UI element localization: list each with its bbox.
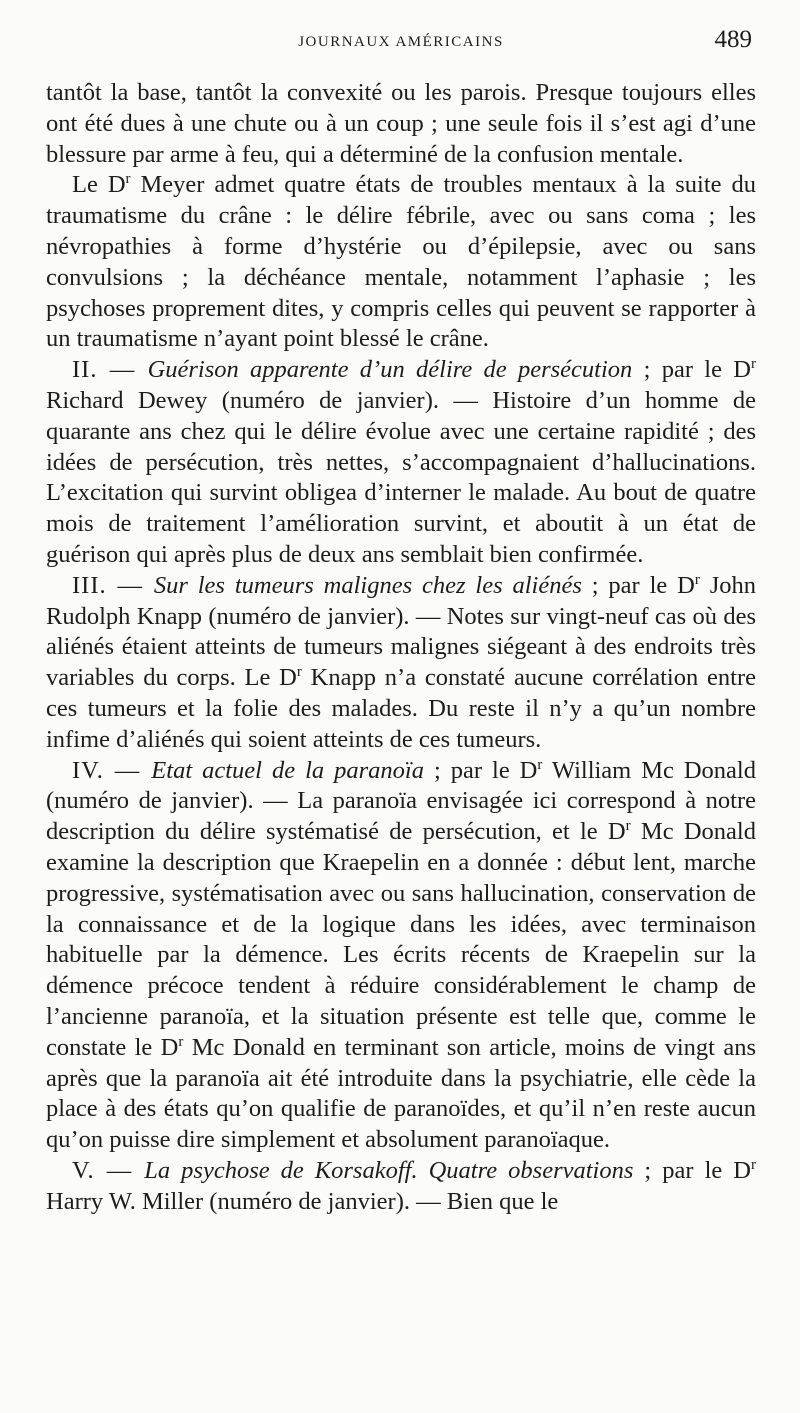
superscript: r [694,571,700,588]
paragraph-continuation [46,78,756,170]
section-iv [46,756,756,1156]
superscript: r [751,356,756,373]
text-run: William Mc Donald (numéro de janvier). — La paranoïa envisagée ici correspond à notre description du délire systématisé de persécution, et le D [46,756,756,846]
text-run: ; par le D [633,1156,751,1184]
paragraph-meyer [46,170,756,355]
superscript: r [125,171,131,188]
text-run: Mc Donald en terminant son article, moins de vingt ans après que la paranoïa ait été introduite dans la psychiatrie, elle cède la place à des états qu’on qualifie de paranoïdes, et qu’il n’en reste aucun qu’on puisse dire simplement et absolument paranoïaque. [46,1033,756,1154]
body-text [46,78,756,1217]
running-head [46,26,756,78]
section-iii [46,571,756,756]
section-number: V. — [72,1156,145,1184]
section-ii [46,355,756,571]
section-v [46,1156,756,1218]
text-run: John Rudolph Knapp (numéro de janvier). — Notes sur vingt-neuf cas où des aliénés étaient atteints de tumeurs malignes siégeant à des endroits très variables du corps. Le D [46,571,756,692]
section-number: II. — [72,356,148,384]
paragraph-text: tantôt la base, tantôt la convexité ou les parois. Presque toujours elles ont été dues à une chute ou à un coup ; une seule fois il s’est agi d’une blessure par arme à feu, qui a déterminé de la confusion mentale. [46,79,756,168]
running-title: JOURNAUX AMÉRICAINS [298,34,504,50]
section-number: III. — [72,571,154,599]
text-run: Le D [72,171,126,199]
section-title: Guérison apparente d’un délire de persécution [147,356,633,384]
superscript: r [537,756,543,773]
text-run: ; par le D [581,571,695,599]
superscript: r [625,817,631,834]
section-title: Sur les tumeurs malignes chez les aliénés [153,571,582,599]
text-run: ; par le D [423,756,538,784]
text-run: ; par le D [632,356,751,384]
section-number: IV. — [72,756,152,784]
section-title: Etat actuel de la paranoïa [151,756,424,784]
text-run: Richard Dewey (numéro de janvier). — Histoire d’un homme de quarante ans chez qui le délire évolue avec une certaine rapidité ; des idées de persécution, très nettes, s’accompagnaient d’hallucinations. L’excitation qui survint obligea d’interner le malade. Au bout de quatre mois de traitement l’amélioration survint, et aboutit à un état de guérison qui après plus de deux ans semblait bien confirmée. [46,386,756,568]
superscript: r [296,663,302,680]
text-run: Knapp n’a constaté aucune corrélation entre ces tumeurs et la folie des malades. Du reste il n’y a qu’un nombre infime d’aliénés qui soient atteints de ces tumeurs. [46,664,757,753]
superscript: r [751,1156,756,1173]
page-number: 489 [714,26,752,53]
text-run: Harry W. Miller (numéro de janvier). — Bien que le [46,1187,559,1215]
text-run: Meyer admet quatre états de troubles mentaux à la suite du traumatisme du crâne : le délire fébrile, avec ou sans coma ; les névropathies à forme d’hystérie ou d’épilepsie, avec ou sans convulsions ; la déchéance mentale, notamment l’aphasie ; les psychoses proprement dites, y compris celles qui peuvent se rapporter à un traumatisme n’ayant point blessé le crâne. [46,171,756,353]
text-run: Mc Donald examine la description que Kraepelin en a donnée : début lent, marche progressive, systématisation avec ou sans hallucination, conservation de la connaissance et de la logique dans les idées, avec terminaison habituelle par la démence. Les écrits récents de Kraepelin sur la démence précoce tendent à réduire considérablement le champ de l’ancienne paranoïa, et la situation présente est telle que, comme le constate le D [46,818,756,1061]
section-title: La psychose de Korsakoff. Quatre observations [144,1156,634,1184]
superscript: r [178,1033,184,1050]
